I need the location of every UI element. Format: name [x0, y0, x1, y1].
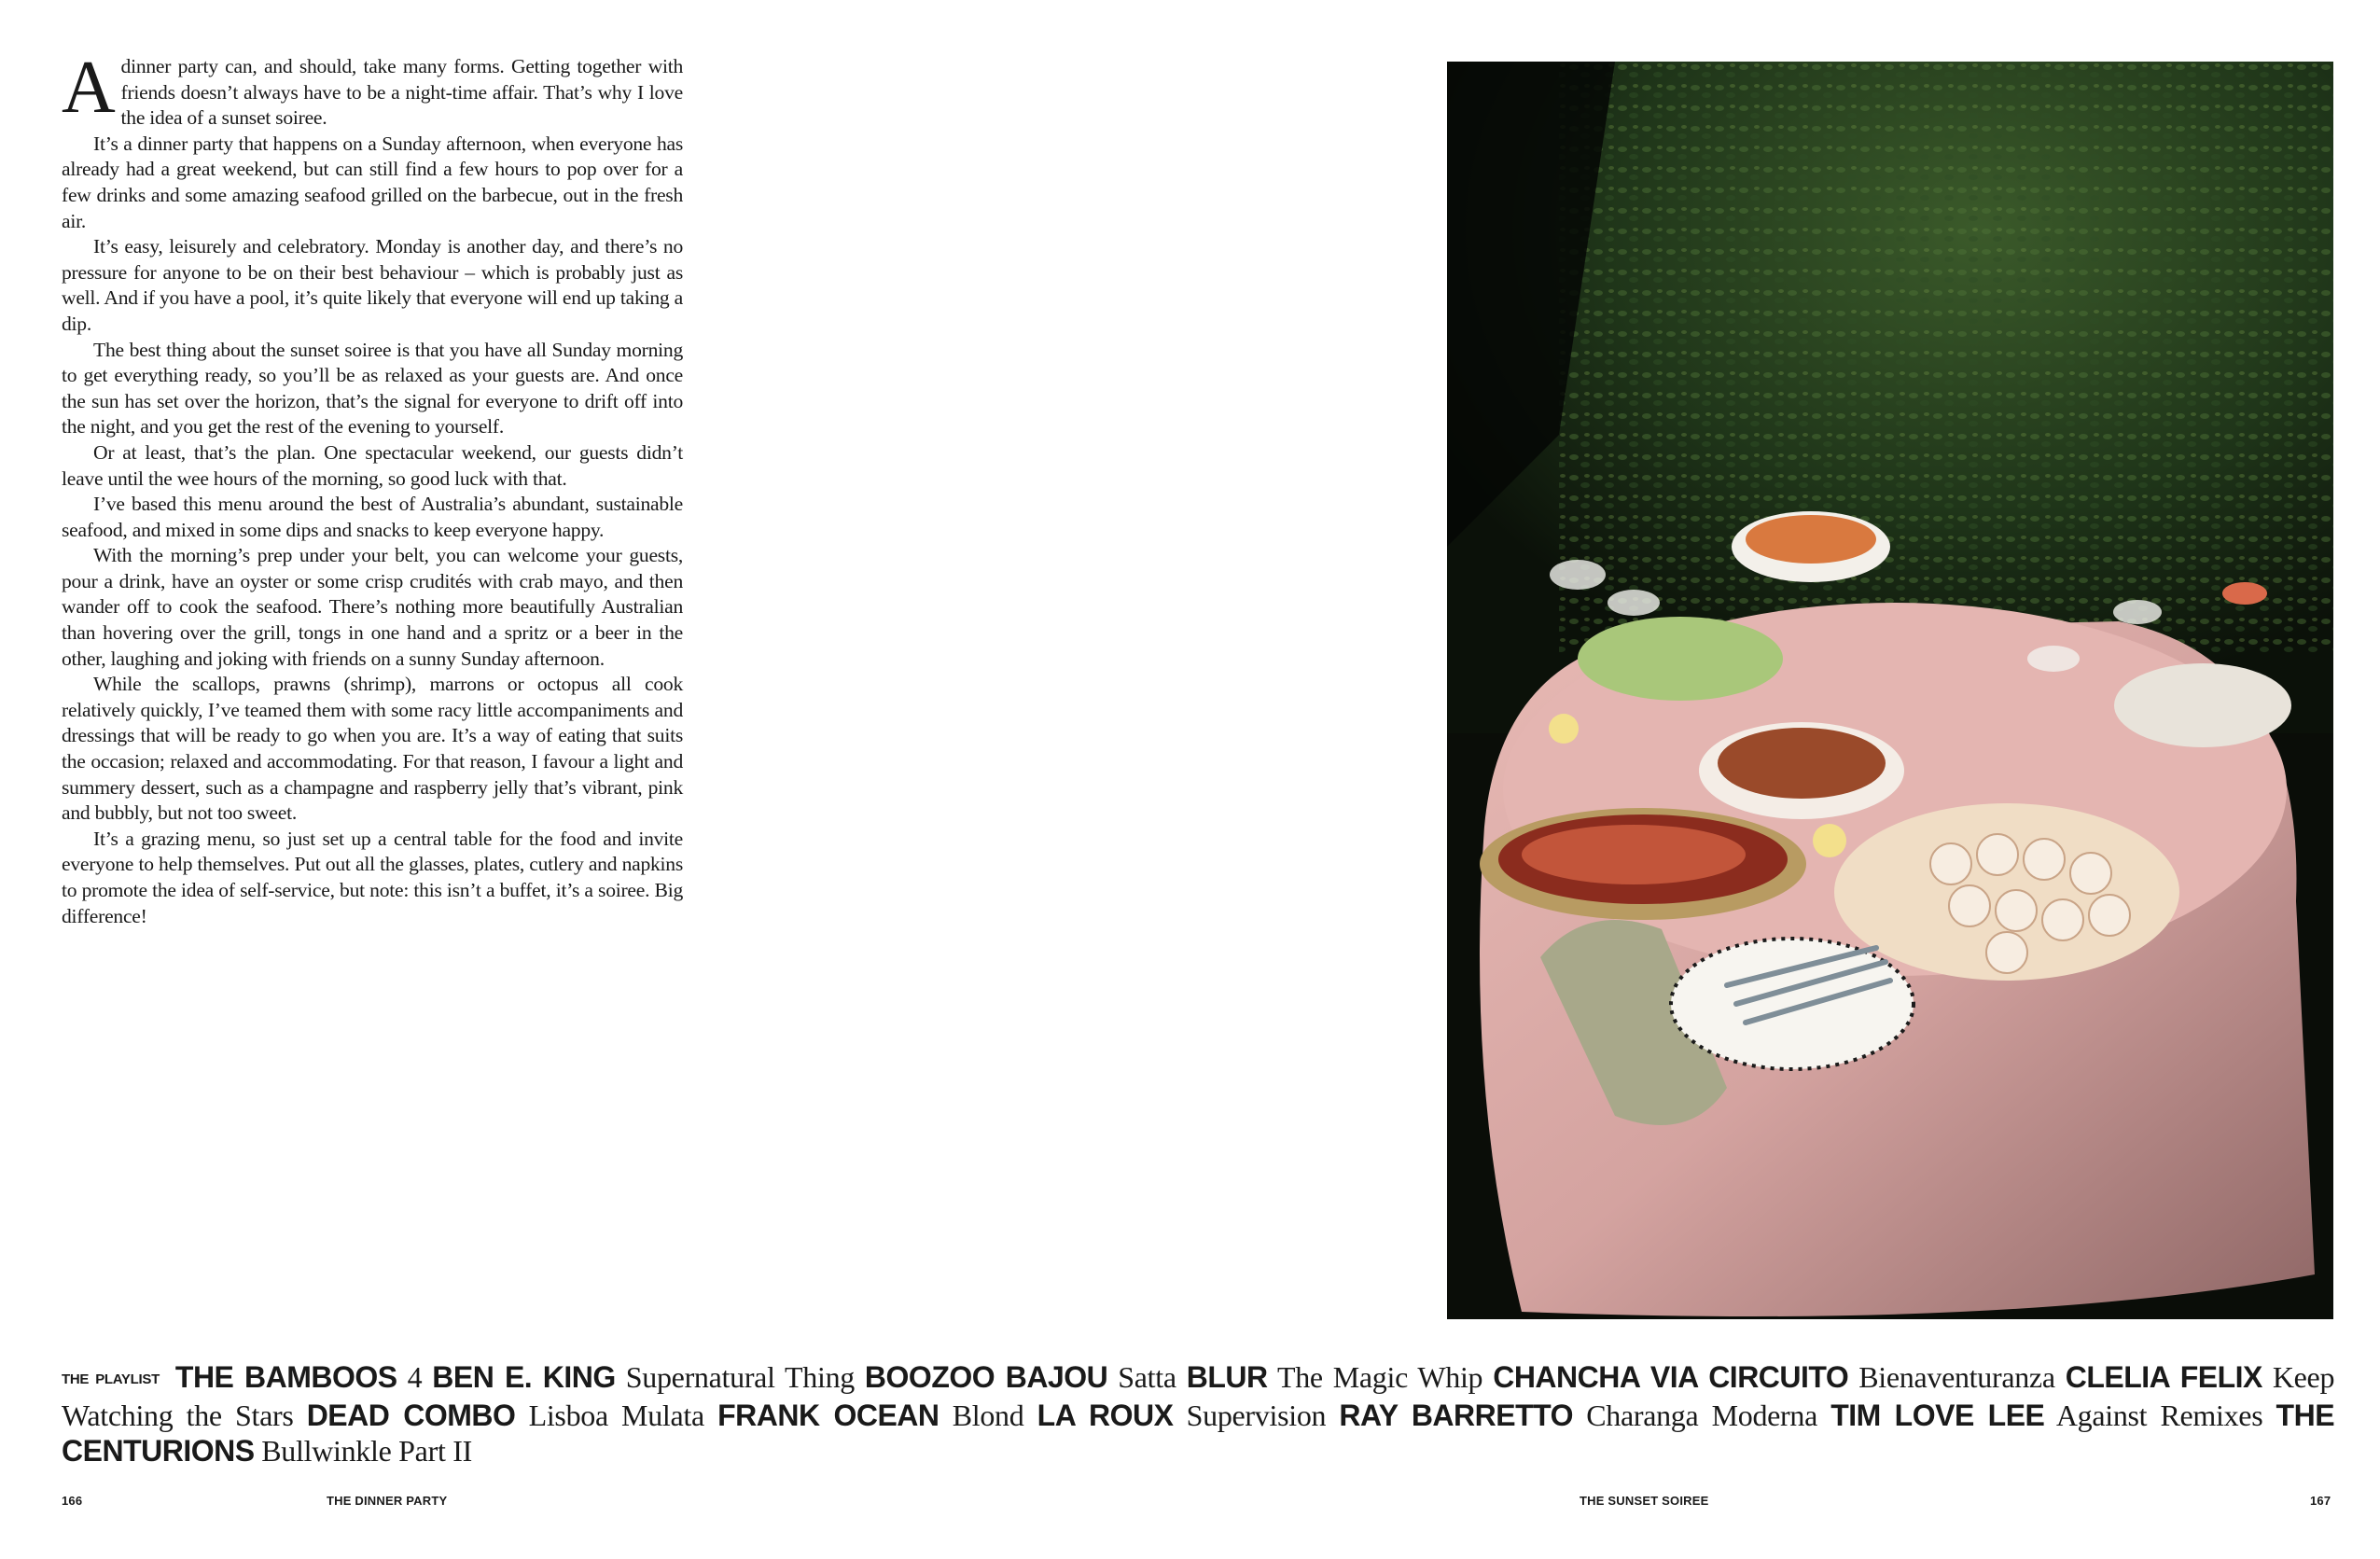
- track-title: Charanga Moderna: [1586, 1399, 1818, 1432]
- track-title: Bullwinkle Part II: [261, 1434, 472, 1468]
- track-title: 4: [407, 1360, 423, 1394]
- track-title: Lisboa Mulata: [528, 1399, 704, 1432]
- right-page-number: 167: [2310, 1494, 2331, 1508]
- right-running-head: THE SUNSET SOIREE: [1580, 1494, 1709, 1508]
- track-artist: THE CENTURIONS: [62, 1399, 2335, 1468]
- track-title: Supernatural Thing: [625, 1360, 855, 1394]
- article-paragraph: I’ve based this menu around the best of Australia’s abundant, sustainable seafood, and mixed in some dips and snacks to keep everyone happy.: [62, 493, 683, 541]
- article-paragraph: With the morning’s prep under your belt, you can welcome your guests, pour a drink, have an oyster or some crisp crudités with crab mayo, and then wander off to cook the seafood. There’s nothing more beautifully Australian than hovering over the grill, tongs in one hand and a spritz or a beer in the other, laughing and joking with friends on a sunny Sunday afternoon.: [62, 544, 683, 670]
- left-page-number: 166: [62, 1494, 83, 1508]
- track-artist: CLELIA FELIX: [2065, 1360, 2262, 1394]
- article-paragraph: The best thing about the sunset soiree is that you have all Sunday morning to get everything ready, so you’ll be as relaxed as your guests are. And once the sun has set over the horizon, that’s the signal for everyone to drift off into the night, and you get the rest of the evening to yourself.: [62, 338, 683, 438]
- paragraph-text: dinner party can, and should, take many forms. Getting together with friends doesn’t always have to be a night-time affair. That’s why I love the idea of a sunset soiree.: [120, 55, 683, 130]
- article-paragraph: Or at least, that’s the plan. One spectacular weekend, our guests didn’t leave until the wee hours of the morning, so good luck with that.: [62, 440, 683, 490]
- track-artist: BLUR: [1186, 1360, 1268, 1394]
- playlist: [62, 1359, 2334, 1469]
- track-artist: DEAD COMBO: [306, 1399, 516, 1432]
- track-title: Satta: [1118, 1360, 1176, 1394]
- left-running-head: THE DINNER PARTY: [327, 1494, 448, 1508]
- track-artist: LA ROUX: [1037, 1399, 1174, 1432]
- playlist-label: THE PLAYLIST: [62, 1371, 160, 1387]
- article-paragraph: It’s easy, leisurely and celebratory. Monday is another day, and there’s no pressure for anyone to be on their best behaviour – which is probably just as well. And if you have a pool, it’s quite likely that everyone will end up taking a dip.: [62, 235, 683, 335]
- track-artist: TIM LOVE LEE: [1830, 1399, 2045, 1432]
- track-title: Bienaventuranza: [1858, 1360, 2055, 1394]
- track-artist: CHANCHA VIA CIRCUITO: [1493, 1360, 1849, 1394]
- article-paragraph: It’s a dinner party that happens on a Sunday afternoon, when everyone has already had a great weekend, but can still find a few hours to pop over for a few drinks and some amazing seafood grilled on the barbecue, out in the fresh air.: [62, 132, 683, 232]
- track-artist: FRANK OCEAN: [717, 1399, 939, 1432]
- track-title: Keep Watching the Stars: [62, 1360, 2335, 1432]
- article-paragraph: [62, 47, 683, 132]
- track-artist: BEN E. KING: [432, 1360, 616, 1394]
- article-body: [62, 47, 683, 929]
- seafood-table-photo: [1447, 62, 2333, 1319]
- drop-cap: A: [62, 47, 116, 129]
- article-paragraph: It’s a grazing menu, so just set up a central table for the food and invite everyone to help themselves. Put out all the glasses, plates, cutlery and napkins to promote the idea of self-service, but note: this isn’t a buffet, it’s a soiree. Big difference!: [62, 827, 683, 927]
- track-artist: BOOZOO BAJOU: [864, 1360, 1108, 1394]
- photo-illustration: [1447, 62, 2333, 1319]
- track-title: Supervision: [1186, 1399, 1327, 1432]
- track-artist: RAY BARRETTO: [1339, 1399, 1574, 1432]
- track-title: The Magic Whip: [1276, 1360, 1483, 1394]
- track-title: Blond: [952, 1399, 1024, 1432]
- track-title: Against Remixes: [2055, 1399, 2263, 1432]
- track-artist: THE BAMBOOS: [174, 1360, 397, 1394]
- article-paragraph: While the scallops, prawns (shrimp), marrons or octopus all cook relatively quickly, I’ve teamed them with some racy little accompaniments and dressings that will be ready to go when you are. It’s a way of eating that suits the occasion; relaxed and accommodating. For that reason, I favour a light and summery dessert, such as a champagne and raspberry jelly that’s vibrant, pink and bubbly, but not too sweet.: [62, 673, 683, 825]
